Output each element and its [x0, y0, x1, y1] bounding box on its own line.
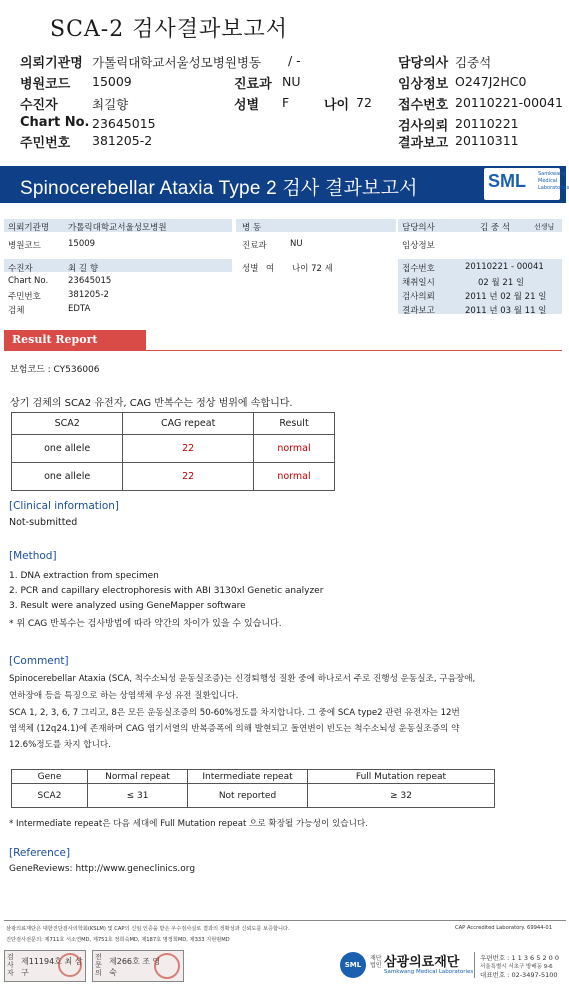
intermediate-note: * Intermediate repeat은 다음 세대에 Full Mutation repeat 으로 확장될 가능성이 있습니다. [9, 819, 368, 829]
logo-text: SML [488, 171, 526, 191]
info-receipt-value: 20110221 - 00041 [465, 262, 544, 272]
header-doctor-label: 담당의사 [398, 56, 449, 71]
info-clinical-label: 임상정보 [402, 241, 435, 251]
header-clinical-value: O247J2HC0 [455, 74, 527, 89]
insurance-code: 보험코드 : CY536006 [10, 365, 100, 375]
info-shade-4 [4, 259, 232, 272]
method-item-3: 3. Result were analyzed using GeneMapper software [9, 601, 246, 611]
footer-divider [4, 920, 566, 921]
header-dept-value: NU [282, 74, 301, 89]
table-row [12, 463, 335, 491]
info-ward-label: 병 동 [242, 223, 262, 233]
info-dept-value: NU [290, 239, 303, 249]
footer-separator [474, 952, 475, 978]
banner-title: Spinocerebellar Ataxia Type 2 검사 결과보고서 [20, 178, 418, 199]
result-header-result: Result [253, 413, 334, 435]
footer-zip: 우편번호 : 1 1 3 6 5 2 0 0 [480, 954, 559, 962]
org-name-en: Samkwang Medical Laboratories [384, 969, 474, 975]
info-patient-label: 수진자 [8, 264, 33, 274]
comment-title: [Comment] [9, 655, 69, 667]
footer-address: 서울특별시 서초구 방배동 9-6 [480, 964, 553, 970]
header-request-value: 20110221 [455, 116, 519, 131]
info-chart-value: 23645015 [68, 276, 112, 286]
info-sex-value: 여 [266, 264, 275, 274]
ref-normal: ≤ 31 [88, 784, 188, 808]
info-receipt-label: 접수번호 [402, 264, 435, 274]
header-chart-label: Chart No. [20, 115, 90, 130]
sml-circle-logo-icon: SML [340, 952, 366, 978]
footer-doctors: 진단검사전문의: 제711호 서소연MD, 제751호 정희숙MD, 제187호 명정희MD, 제333 지현범MD [6, 937, 230, 943]
result-header-gene: SCA2 [12, 413, 123, 435]
ref-header-intermediate: Intermediate repeat [188, 770, 308, 784]
ref-header-gene: Gene [12, 770, 88, 784]
result-row1-allele: one allele [12, 435, 123, 463]
reference-text: GeneReviews: http://www.geneclinics.org [9, 864, 196, 874]
header-request-label: 검사의뢰 [398, 119, 449, 134]
info-chart-label: Chart No. [8, 276, 49, 286]
header-hospital-code-label: 병원코드 [20, 77, 71, 92]
footer-cert-line: 삼광의료재단은 대한진단검사의학회(KSLM) 및 CAP의 신임 인증을 받은 우수검사실로 결과의 정확성과 신뢰도를 보증합니다. [6, 926, 290, 932]
comment-line-1: Spinocerebellar Ataxia (SCA, 척수소뇌성 운동실조증)는 신경퇴행성 질환 중에 하나로서 주로 진행성 운동실조, 구음장애, [9, 674, 476, 684]
footer-cap: CAP Accredited Laboratory. 69944-01 [455, 925, 553, 931]
header-chart-value: 23645015 [92, 116, 156, 131]
method-item-2: 2. PCR and capillary electrophoresis with ABI 3130xl Genetic analyzer [9, 586, 324, 596]
reference-range-table [11, 769, 495, 808]
info-report-value: 2011 년 03 월 11 일 [465, 306, 547, 316]
seal-icon [154, 953, 180, 979]
info-request-label: 검사의뢰 [402, 292, 435, 302]
result-report-divider [4, 350, 562, 351]
org-label: 재단법인 [370, 955, 382, 969]
seal-icon [58, 953, 82, 977]
result-table [11, 412, 335, 491]
header-dept-label: 진료과 [234, 77, 272, 92]
result-row2-cag: 22 [123, 463, 254, 491]
clinical-title: [Clinical information] [9, 500, 119, 512]
info-patient-value: 최 길 향 [68, 264, 99, 274]
info-doctor-value: 김 중 석 [480, 223, 511, 233]
info-id-label: 주민번호 [8, 292, 41, 302]
result-header-cag: CAG repeat [123, 413, 254, 435]
info-recollect-label: 채취일시 [402, 278, 435, 288]
document-title: SCA-2 검사결과보고서 [50, 17, 288, 42]
header-id-value: 381205-2 [92, 133, 153, 148]
ref-full: ≥ 32 [308, 784, 495, 808]
info-age: 나이 72 세 [292, 264, 333, 274]
specialist-stamp-text: 제266호 조 영 숙 [109, 957, 161, 977]
info-report-label: 결과보고 [402, 306, 435, 316]
header-institution-value: 가톨릭대학교서울성모병원병동 [92, 55, 262, 70]
comment-line-2: 연하장애 등을 특징으로 하는 상염색체 우성 유전 질환입니다. [9, 691, 239, 701]
method-title: [Method] [9, 550, 57, 562]
result-row1-result: normal [253, 435, 334, 463]
result-row1-cag: 22 [123, 435, 254, 463]
header-institution-label: 의뢰기관명 [20, 56, 83, 71]
method-note: * 위 CAG 반복수는 검사방법에 따라 약간의 차이가 있을 수 있습니다. [9, 619, 282, 629]
ref-intermediate: Not reported [188, 784, 308, 808]
table-row [12, 784, 495, 808]
org-name: 삼광의료재단 [384, 955, 460, 970]
info-inst-value: 가톨릭대학교서울성모병원 [68, 223, 167, 233]
header-patient-label: 수진자 [20, 98, 58, 113]
reference-title: [Reference] [9, 847, 71, 859]
header-clinical-label: 임상정보 [398, 77, 449, 92]
comment-line-4: 염색체 (12q24.1)에 존재하며 CAG 염기서열의 반복증폭에 의해 발현되고 돌연변이 빈도는 척수소뇌성 운동실조증의 약 [9, 724, 460, 734]
info-code-label: 병원코드 [8, 241, 41, 251]
info-id-value: 381205-2 [68, 290, 109, 300]
header-age-value: 72 [356, 95, 372, 110]
header-receipt-label: 접수번호 [398, 98, 449, 113]
ref-gene: SCA2 [12, 784, 88, 808]
info-inst-label: 의뢰기관명 [8, 223, 50, 233]
info-specimen-value: EDTA [68, 304, 91, 314]
table-row [12, 435, 335, 463]
header-report-value: 20110311 [455, 133, 519, 148]
result-report-heading: Result Report [4, 330, 146, 351]
header-report-label: 결과보고 [398, 136, 449, 151]
header-sex-value: F [282, 95, 290, 110]
inspector-stamp-text: 제11194호 최 삼 구 [21, 957, 83, 977]
info-request-value: 2011 년 02 월 21 일 [465, 292, 547, 302]
header-sex-label: 성별 [234, 98, 260, 113]
specialist-stamp-side: 전문의 [95, 953, 102, 977]
info-dept-label: 진료과 [242, 241, 267, 251]
ref-header-full: Full Mutation repeat [308, 770, 495, 784]
header-receipt-value: 20110221-00041 [455, 95, 563, 110]
header-ward-value: / - [288, 53, 301, 68]
info-specimen-label: 검체 [8, 306, 25, 316]
clinical-text: Not-submitted [9, 517, 78, 528]
header-doctor-value: 김중석 [455, 55, 492, 70]
info-doctor-label: 담당의사 [402, 223, 435, 233]
comment-line-3: SCA 1, 2, 3, 6, 7 그리고, 8은 모든 운동실조증의 50-60%정도를 차지합니다. 그 중에 SCA type2 관련 유전자는 12번 [9, 708, 460, 718]
result-summary: 상기 검체의 SCA2 유전자, CAG 반복수는 정상 범위에 속합니다. [10, 398, 293, 409]
result-row2-allele: one allele [12, 463, 123, 491]
footer-tel: 대표번호 : 02-3497-5100 [480, 971, 558, 979]
header-age-label: 나이 [324, 98, 350, 113]
result-row2-result: normal [253, 463, 334, 491]
method-item-1: 1. DNA extraction from specimen [9, 571, 159, 581]
info-sex-label: 성별 [242, 264, 259, 274]
header-patient-value: 최길향 [92, 97, 129, 112]
info-code-value: 15009 [68, 239, 96, 249]
logo-subtext: Samkwang Medical Laboratories [538, 171, 569, 191]
comment-line-5: 12.6%정도를 차지 합니다. [9, 740, 111, 750]
sml-logo [484, 168, 569, 200]
ref-header-normal: Normal repeat [88, 770, 188, 784]
header-hospital-code-value: 15009 [92, 74, 132, 89]
info-doctor-suffix: 선생님 [534, 223, 555, 231]
report-banner [0, 166, 569, 203]
header-institution [20, 52, 83, 71]
header-id-label: 주민번호 [20, 136, 71, 151]
info-recollect-value: 02 월 21 일 [478, 278, 525, 288]
inspector-stamp-side: 검사자 [7, 953, 14, 977]
